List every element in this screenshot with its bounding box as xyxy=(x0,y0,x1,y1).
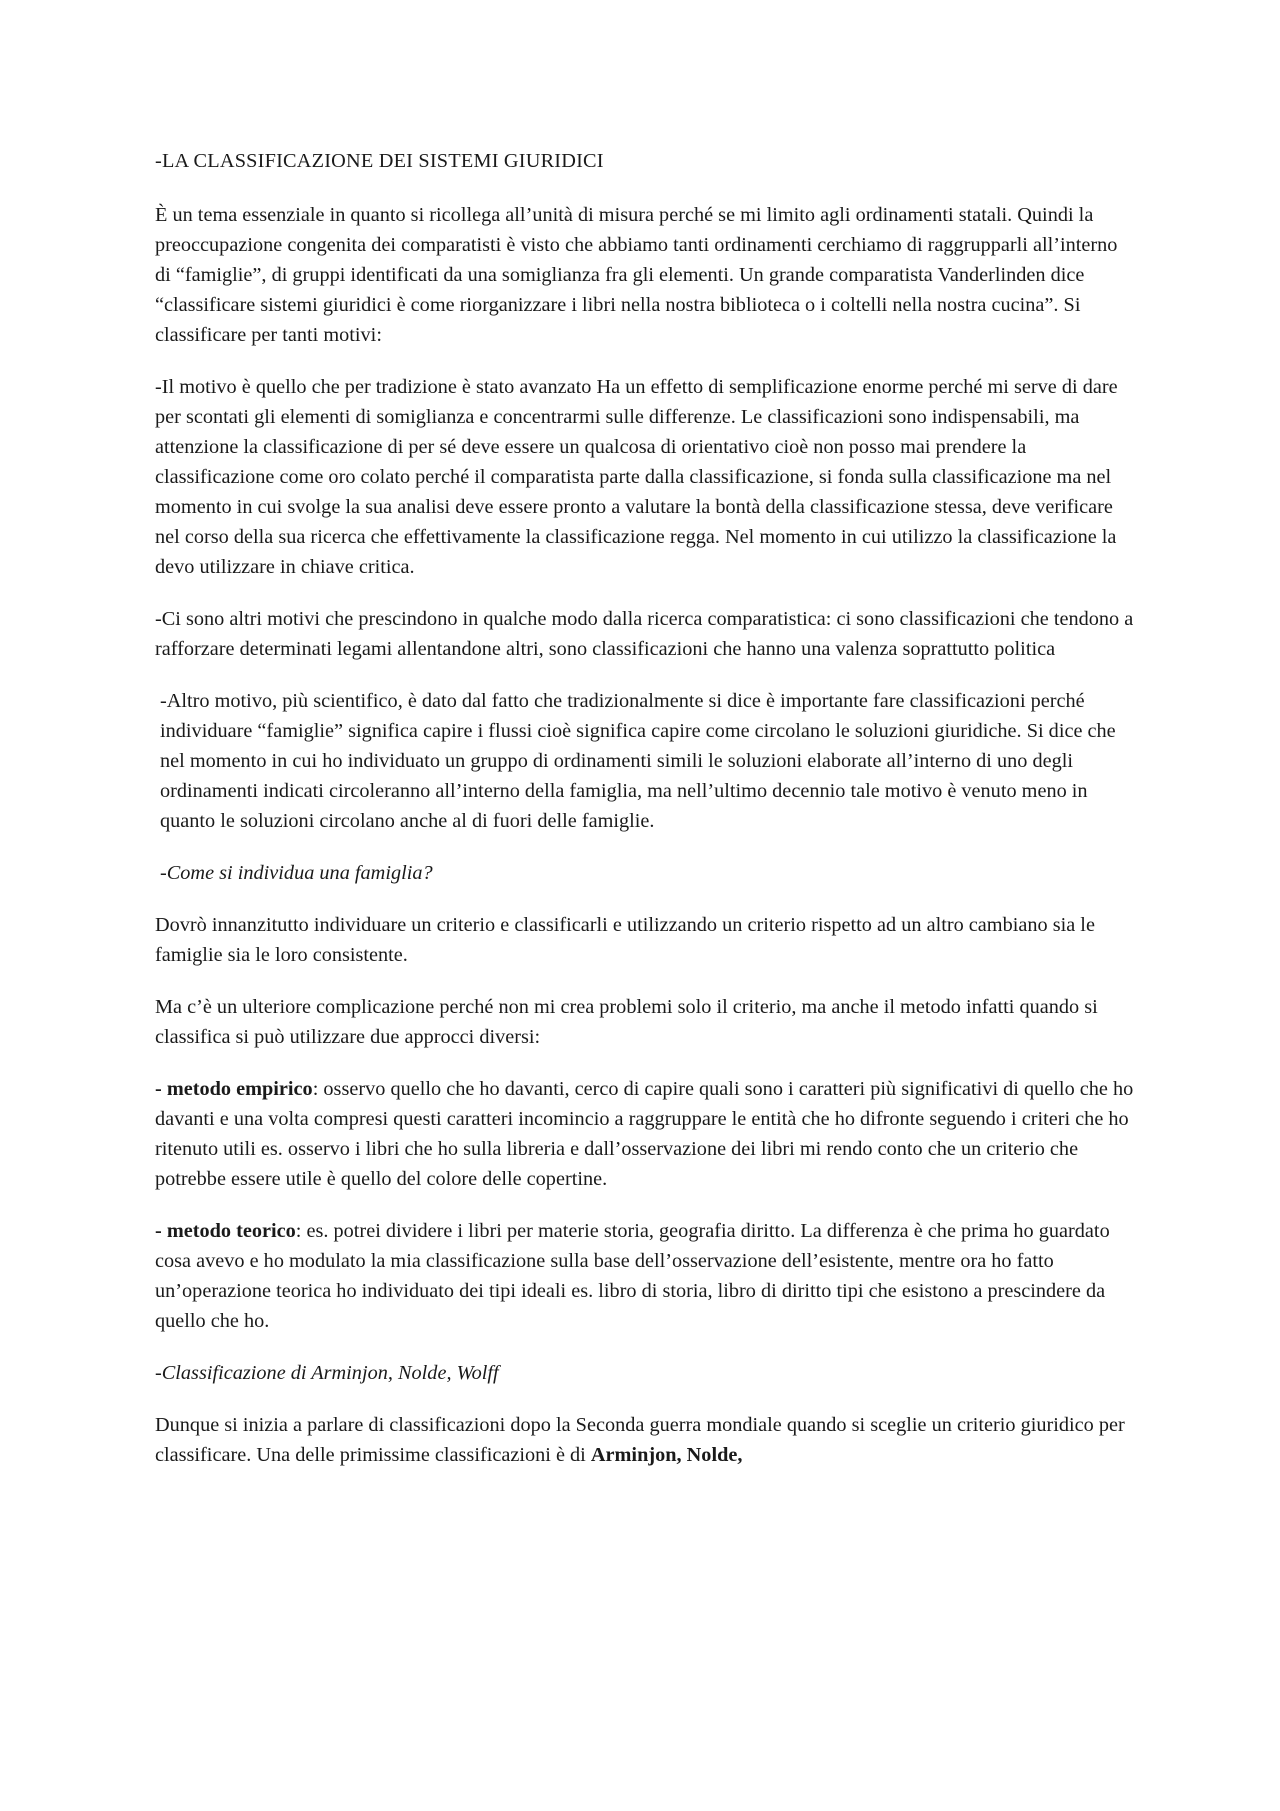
dopoguerra-bold-names: Arminjon, Nolde, xyxy=(590,1444,743,1466)
metodo-teorico-label: - metodo teorico xyxy=(155,1220,296,1242)
document-page xyxy=(155,146,1135,1492)
metodo-empirico-label: - metodo empirico xyxy=(155,1078,313,1100)
section-heading-famiglia: -Come si individua una famiglia? xyxy=(160,862,433,884)
paragraph-criterio: Dovrò innanzitutto individuare un criterio e classificarli e utilizzando un criterio rispetto ad un altro cambiano sia le famiglie sia le loro consistente. xyxy=(155,914,1095,966)
metodo-empirico-text: : osservo quello che ho davanti, cerco di capire quali sono i caratteri più significativi di quello che ho davanti e una volta compresi questi caratteri incomincio a raggruppare le entità che ho difronte seguendo i criteri che ho ritenuto utili es. osservo i libri che ho sulla libreria e dall’osservazione dei libri mi rendo conto che un criterio che potrebbe essere utile è quello del colore delle copertine. xyxy=(155,1078,1134,1190)
paragraph-metodo: Ma c’è un ulteriore complicazione perché non mi crea problemi solo il criterio, ma anche il metodo infatti quando si classifica si può utilizzare due approcci diversi: xyxy=(155,996,1098,1048)
paragraph-metodo-teorico xyxy=(155,1216,1135,1336)
paragraph-dopoguerra xyxy=(155,1410,1135,1470)
paragraph-motivo-scientifico: -Altro motivo, più scientifico, è dato dal fatto che tradizionalmente si dice è importante fare classificazioni perché individuare “famiglie” significa capire i flussi cioè significa capire come circolano le soluzioni giuridiche. Si dice che nel momento in cui ho individuato un gruppo di ordinamenti simili le soluzioni elaborate all’interno di uno degli ordinamenti indicati circoleranno all’interno della famiglia, ma nell’ultimo decennio tale motivo è venuto meno in quanto le soluzioni circolano anche al di fuori delle famiglie. xyxy=(160,690,1116,832)
dopoguerra-text: Dunque si inizia a parlare di classificazioni dopo la Seconda guerra mondiale quando si sceglie un criterio giuridico per classificare. Una delle primissime classificazioni è di xyxy=(155,1414,1125,1466)
metodo-teorico-text: : es. potrei dividere i libri per materie storia, geografia diritto. La differenza è che prima ho guardato cosa avevo e ho modulato la mia classificazione sulla base dell’osservazione dell’esistente, mentre ora ho fatto un’operazione teorica ho individuato dei tipi ideali es. libro di storia, libro di diritto tipi che esistono a prescindere da quello che ho. xyxy=(155,1220,1110,1332)
paragraph-motivi-politici: -Ci sono altri motivi che prescindono in qualche modo dalla ricerca comparatistica: ci sono classificazioni che tendono a rafforzare determinati legami allentandone altri, sono classificazioni che hanno una valenza soprattutto politica xyxy=(155,608,1134,660)
section-heading-arminjon: -Classificazione di Arminjon, Nolde, Wolff xyxy=(155,1362,499,1384)
paragraph-metodo-empirico xyxy=(155,1074,1135,1194)
paragraph-intro: È un tema essenziale in quanto si ricollega all’unità di misura perché se mi limito agli ordinamenti statali. Quindi la preoccupazione congenita dei comparatisti è visto che abbiamo tanti ordinamenti cerchiamo di raggrupparli all’interno di “famiglie”, di gruppi identificati da una somiglianza fra gli elementi. Un grande comparatista Vanderlinden dice “classificare sistemi giuridici è come riorganizzare i libri nella nostra biblioteca o i coltelli nella nostra cucina”. Si classificare per tanti motivi: xyxy=(155,204,1118,346)
document-title: -LA CLASSIFICAZIONE DEI SISTEMI GIURIDICI xyxy=(155,150,604,172)
paragraph-motivo-tradizione: -Il motivo è quello che per tradizione è stato avanzato Ha un effetto di semplificazione enorme perché mi serve di dare per scontati gli elementi di somiglianza e concentrarmi sulle differenze. Le classificazioni sono indispensabili, ma attenzione la classificazione di per sé deve essere un qualcosa di orientativo cioè non posso mai prendere la classificazione come oro colato perché il comparatista parte dalla classificazione, si fonda sulla classificazione ma nel momento in cui svolge la sua analisi deve essere pronto a valutare la bontà della classificazione stessa, deve verificare nel corso della sua ricerca che effettivamente la classificazione regga. Nel momento in cui utilizzo la classificazione la devo utilizzare in chiave critica. xyxy=(155,376,1118,578)
